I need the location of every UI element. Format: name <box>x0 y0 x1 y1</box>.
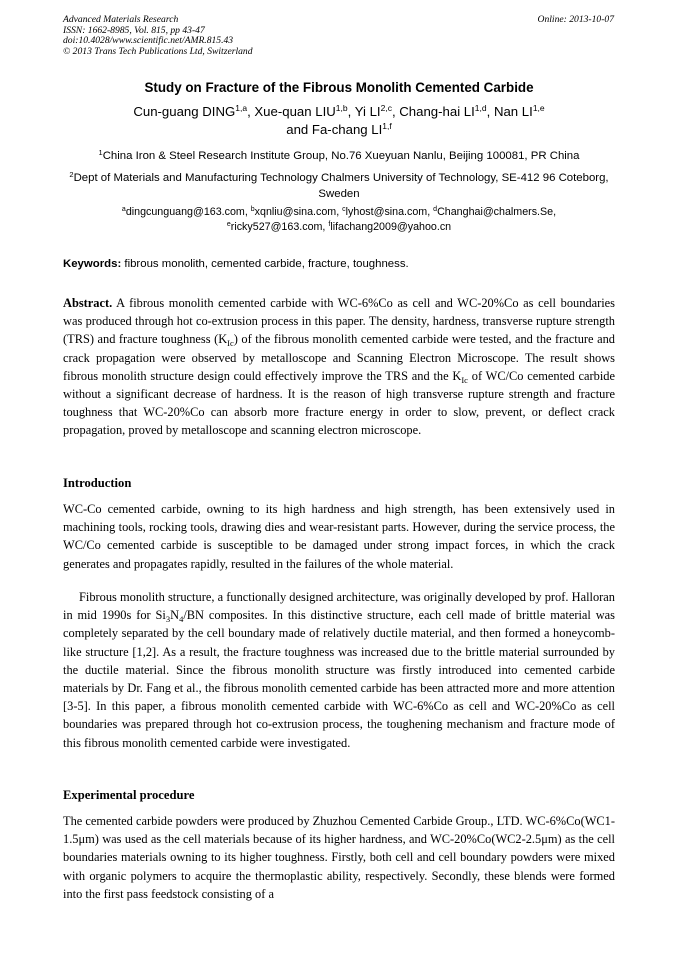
author-sup: 1,a <box>235 103 248 113</box>
journal-issn: ISSN: 1662-8985, Vol. 815, pp 43-47 <box>63 24 205 36</box>
email-sup: a <box>121 206 126 213</box>
subscript: Ic <box>227 338 234 349</box>
email-link[interactable]: Changhai@chalmers.Se <box>437 206 554 218</box>
authors-and: and <box>286 121 309 137</box>
affiliation-num: 2 <box>69 170 74 179</box>
author-name: Xue-quan LIU <box>254 104 336 119</box>
email-sup: c <box>342 206 346 213</box>
paragraph-text: N <box>170 608 180 623</box>
affiliation-num: 1 <box>98 148 103 157</box>
subscript: 3 <box>165 614 171 625</box>
introduction-paragraph-2 <box>63 588 615 752</box>
email-link[interactable]: dingcunguang@163.com <box>125 206 245 218</box>
email-sup: f <box>328 221 331 228</box>
abstract-text: of WC/Co cemented carbide without a significant decrease of hardness. It is the reason of high transverse rupture strength and fracture toughness that WC-20%Co can absorb more fracture energy in order to slow, prevent, or deflect crack propagation, proved by metalloscope and scanning electron microscope. <box>63 368 615 438</box>
journal-name: Advanced Materials Research <box>63 14 179 25</box>
author-sup: 1,f <box>382 120 392 131</box>
author-name: Chang-hai LI <box>399 104 475 119</box>
section-heading-experimental: Experimental procedure <box>63 788 195 802</box>
author-emails: $^a$dingcunguang@163.com, $^b$xqnliu@sina.com, $^c$lyhost@sina.com, $^d$Changhai@chalmers.Se, $^e$ricky527@163.com, $^f$lifachang2009@yahoo.cn <box>121 206 557 233</box>
abstract-text: ) of the fibrous monolith cemented carbide were tested, and the fracture and crack propagation were observed by metalloscope and Scanning Electron Microscope. The result shows fibrous monolith structure design could effectively improve the TRS and the K <box>63 332 615 383</box>
author-name: Nan LI <box>493 104 533 119</box>
subscript: Ic <box>461 374 468 385</box>
subscript: 4 <box>179 614 184 625</box>
journal-doi[interactable]: doi:10.4028/www.scientific.net/AMR.815.43 <box>63 35 234 47</box>
keywords <box>63 258 615 270</box>
affiliation-text: Dept of Materials and Manufacturing Technology Chalmers University of Technology, SE-412 96 Coteborg, Sweden <box>73 172 609 200</box>
author-name: Fa-chang LI <box>311 121 383 137</box>
paper-title: Study on Fracture of the Fibrous Monolith Cemented Carbide <box>144 80 534 95</box>
affiliation-2 <box>50 171 628 202</box>
email-link[interactable]: lifachang2009@yahoo.cn <box>330 221 452 233</box>
abstract <box>63 294 615 440</box>
keywords-label: Keywords: <box>63 258 122 270</box>
email-sup: b <box>250 206 255 213</box>
affiliation-1 <box>50 149 628 165</box>
section-heading-introduction: Introduction <box>63 476 132 490</box>
email-link[interactable]: lyhost@sina.com <box>345 206 428 218</box>
author-sup: 1,b <box>335 103 348 113</box>
abstract-label: Abstract. <box>63 296 113 310</box>
author-sup: 2,c <box>380 103 392 113</box>
email-link[interactable]: xqnliu@sina.com <box>254 206 337 218</box>
experimental-paragraph-1: The cemented carbide powders were produced by Zhuzhou Cemented Carbide Group., LTD. WC-6%Co(WC1-1.5μm) was used as the cell materials because of its higher hardness, and WC-20%Co(WC2-2.5μm) as the cell boundaries materials owning to its higher toughness. Firstly, both cell and cell boundary powders were mixed with organic polymers to acquire the thermoplastic ability, respectively. Secondly, these blends were formed into the first pass feedstock consisting of a <box>63 814 615 901</box>
author-name: Yi LI <box>354 104 381 119</box>
author-sup: 1,d <box>474 103 487 113</box>
paragraph-text: /BN composites. In this distinctive structure, each cell made of brittle material was completely separated by the cell boundary made of relatively ductile material, and then formed a honeycomb-like structure [1,2]. As a result, the fracture toughness was increased due to the brittle material surrounded by the ductile material. Since the fibrous monolith structure was firstly introduced into cemented carbide materials by Dr. Fang et al., the fibrous monolith cemented carbide has been attracted more and more attention [3-5]. In this paper, a fibrous monolith cemented carbide with WC-6%Co as cell and WC-20%Co as cell boundaries was prepared through hot co-extrusion process, the toughening mechanism and fracture mode of this fibrous monolith cemented carbide were investigated. <box>63 608 615 750</box>
email-link[interactable]: ricky527@163.com <box>230 221 323 233</box>
abstract-text: A fibrous monolith cemented carbide with WC-6%Co as cell and WC-20%Co as cell boundaries was produced through hot co-extrusion process in this paper. The density, hardness, transverse rupture strength (TRS) and fracture toughness (K <box>63 296 615 347</box>
author-list: Cun-guang DING$^{1,a}$, Xue-quan LIU$^{1,b}$, Yi LI$^{2,c}$, Chang-hai LI$^{1,d}$, Nan LI$^{1,e}$ and Fa-chang LI$^{1,f}$ <box>133 103 545 137</box>
affiliation-text: China Iron & Steel Research Institute Group, No.76 Xueyuan Nanlu, Beijing 100081, PR China <box>102 150 580 162</box>
author-sup: 1,e <box>532 103 545 113</box>
introduction-paragraph-1: WC-Co cemented carbide, owning to its high hardness and high strength, has been extensively used in machining tools, rocking tools, drawing dies and wear-resistant parts. However, during the service process, the WC/Co cemented carbide is susceptible to be damaged under strong impact forces, in which the crack generates and propagates rapidly, resulted in the failures of the whole material. <box>63 502 615 571</box>
email-sup: d <box>433 206 438 213</box>
email-sup: e <box>226 221 231 228</box>
online-date: Online: 2013-10-07 <box>537 14 614 25</box>
author-name: Cun-guang DING <box>133 104 236 119</box>
keywords-text: fibrous monolith, cemented carbide, fracture, toughness. <box>124 258 409 270</box>
journal-header <box>63 15 253 57</box>
paragraph-text: Fibrous monolith structure, a functionally designed architecture, was originally developed by prof. Halloran in mid 1990s for Si <box>63 590 615 623</box>
journal-copyright: © 2013 Trans Tech Publications Ltd, Switzerland <box>63 45 253 57</box>
